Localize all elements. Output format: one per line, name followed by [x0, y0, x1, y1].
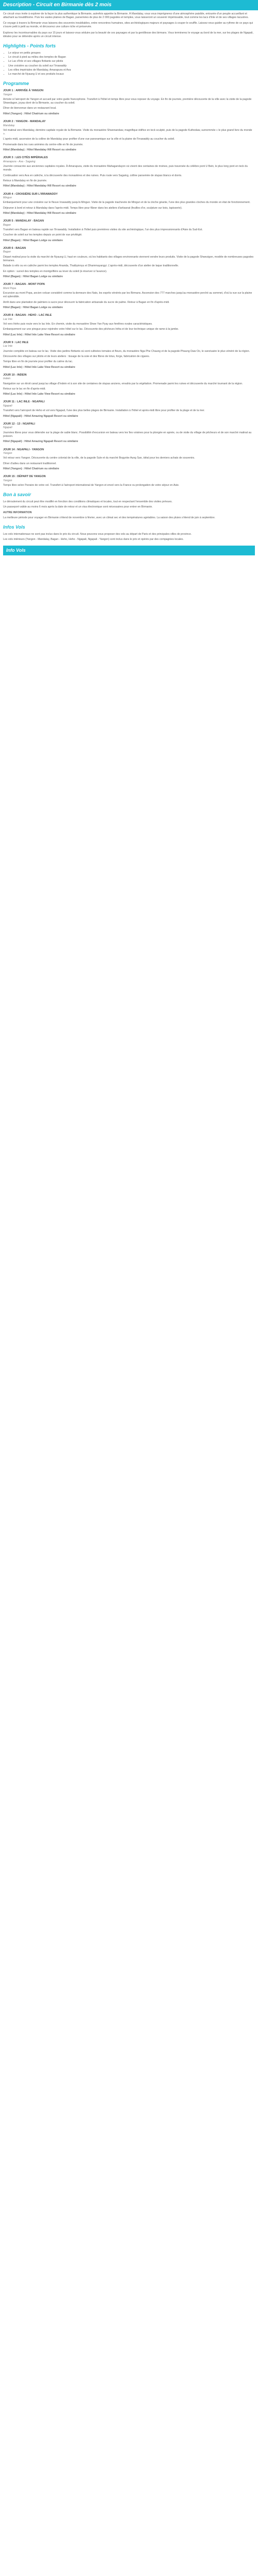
day-paragraph: Arrêt dans une plantation de palmiers à sucre pour découvrir la fabrication artisanale du sucre de palme. Retour à Bagan en fin d'après-midi.: [3, 300, 170, 304]
highlights-heading: Highlights - Points forts: [3, 43, 56, 49]
intro: [3, 12, 255, 39]
day-title: JOUR 12 - 13 : NGAPALI: [3, 422, 35, 426]
footer-banner: [3, 546, 255, 555]
day-location: Amarapura - Ava - Sagaing: [3, 160, 36, 163]
day-title: JOUR 11 : LAC INLE - NGAPALI: [3, 400, 45, 404]
day-title: JOUR 7 : BAGAN - MONT POPA: [3, 283, 45, 286]
day-location: Yangon: [3, 93, 12, 96]
day-paragraph: Départ matinal pour la visite du marché de Nyaung U, haut en couleurs, où les habitants des villages environnants viennent vendre leurs produits. Visite de la pagode Shwezigon, modèle de nombreuses pagodes birmanes.: [3, 255, 254, 263]
programme-day: [3, 374, 255, 397]
bon-a-savoir-paragraph: Le déroulement du circuit peut être modifié en fonction des conditions climatiques et locales, tout en respectant l'ensemble des visites prévues.: [3, 500, 172, 503]
day-title: JOUR 14 : NGAPALI - YANGON: [3, 448, 44, 451]
day-paragraph: Balade à vélo ou en calèche parmi les temples Ananda, Thatbyinnyu et Dhammayangyi. L'après-midi, découverte d'un atelier de laque traditionnelle.: [3, 264, 179, 268]
day-paragraph: Retour à Mandalay en fin de journée.: [3, 179, 47, 182]
day-paragraph: Arrivée à l'aéroport de Yangon et accueil par votre guide francophone. Transfert à l'hôtel et temps libre pour vous reposer du voyage. En fin de journée, première découverte de la ville avec la visite de la pagode Shwedagon, joyau doré de la Birmanie, au coucher du soleil.: [3, 97, 252, 105]
intro-paragraph: Ce voyage à travers la Birmanie vous laissera des souvenirs inoubliables, entre rencontres humaines, sites archéologiques majeurs et paysages à couper le souffle. Laissez-vous guider au rythme de ce pays qui s'ouvre petit à petit au monde, et découvrez une culture riche et préservée.: [3, 22, 253, 29]
programme-day: [3, 193, 255, 216]
day-hotel: Hôtel (Yangon) : Hôtel Chatrium ou similaire: [3, 467, 59, 470]
day-paragraph: Vol vers Heho puis route vers le lac Inle. En chemin, visite du monastère Shwe Yan Pyay aux fenêtres ovales caractéristiques.: [3, 322, 153, 326]
programme-day: [3, 448, 255, 471]
programme-day: [3, 89, 255, 116]
day-location: Mingun: [3, 196, 12, 200]
day-paragraph: Transfert vers l'aéroport de Heho et vol vers Ngapali, l'une des plus belles plages de Birmanie. Installation à l'hôtel et après-midi libre pour profiter de la plage et de la mer.: [3, 409, 205, 413]
day-location: Lac Inle: [3, 345, 13, 348]
infos-vols-paragraph: Les vols intérieurs (Yangon - Mandalay, Bagan - Heho, Heho - Ngapali, Ngapali - Yangon) sont inclus dans le prix et opérés par des compagnies locales.: [3, 537, 184, 541]
day-paragraph: Transfert vers Bagan en bateau rapide sur l'Irrawaddy. Installation à l'hôtel puis premières visites du site archéologique, l'un des plus impressionnants d'Asie du Sud-Est.: [3, 228, 203, 232]
intro-paragraph: Explorez les incontournables du pays sur 15 jours et laissez-vous séduire par la beauté de ces paysages et par la gentillesse des birmans. Vous terminerez le voyage au bord de la mer, sur les plages de Ngapali, idéales pour se détendre après un circuit intense.: [3, 31, 254, 38]
highlight-item: • Le séjour en petits groupes: [8, 52, 255, 55]
day-title: JOUR 9 : LAC INLE: [3, 341, 29, 344]
day-hotel: Hôtel (Mandalay) : Hôtel Mandalay Hill Resort ou similaire: [3, 148, 76, 151]
day-paragraph: Temps libre en fin de journée pour profiter du calme du lac.: [3, 360, 73, 364]
infos-vols-block: [3, 533, 255, 542]
day-paragraph: Embarquement pour une croisière sur le fleuve Irrawaddy jusqu'à Mingun. Visite de la pagode inachevée de Mingun et de la cloche géante, l'une des plus grandes cloches du monde en état de fonctionnement.: [3, 201, 251, 205]
day-hotel: Hôtel (Bagan) : Hôtel Bagan Lodge ou similaire: [3, 239, 63, 242]
intro-paragraph: Ce circuit vous invite à explorer de la façon la plus authentique la Birmanie, autrefois appelée la Birmanie. À Mandalay, vous vous imprégnerez d'une atmosphère paisible, entourée d'un peuple accueillant et attachant au bouddhisme. Puis les vastes plaines de Bagan, parsemées de plus de 2 000 pagodes et temples, vous laisseront un souvenir impérissable, tout comme les lacs d'Inle et de ses villages lacustres.: [3, 12, 249, 19]
programme-day: [3, 475, 255, 487]
programme-heading: Programme: [3, 81, 29, 87]
day-location: Bagan: [3, 250, 11, 254]
day-location: Ngapali: [3, 404, 12, 408]
day-paragraph: Découverte des villages sur pilotis et de leurs ateliers : tissage de la soie et des fibres de lotus, forge, fabrication de cigares.: [3, 354, 150, 358]
day-paragraph: Embarquement sur une pirogue pour rejoindre votre hôtel sur le lac. Découverte des pêcheurs Intha et de leur technique unique de rame à la jambe.: [3, 328, 179, 331]
day-hotel: Hôtel (Bagan) : Hôtel Bagan Lodge ou similaire: [3, 306, 63, 309]
day-paragraph: Continuation vers Ava en calèche, à la découverte des monastères et des ruines. Puis route vers Sagaing, colline parsemée de stupas blancs et dorés.: [3, 174, 182, 177]
page-title: Description - Circuit en Birmanie dès 2 mois: [3, 2, 112, 8]
day-hotel: Hôtel (Mandalay) : Hôtel Mandalay Hill Resort ou similaire: [3, 184, 76, 188]
day-paragraph: Coucher de soleil sur les temples depuis un point de vue privilégié.: [3, 233, 83, 237]
day-title: JOUR 10 : INDEIN: [3, 373, 27, 377]
day-paragraph: Retour sur le lac en fin d'après-midi.: [3, 387, 46, 391]
day-paragraph: Journées libres pour vous détendre sur la plage de sable blanc. Possibilité d'excursion en bateau vers les îles voisines pour la plongée en apnée, ou de visite du village de pêcheurs et de son marché matinal au poisson.: [3, 431, 252, 438]
bon-a-savoir-paragraph: La meilleure période pour voyager en Birmanie s'étend de novembre à février, avec un climat sec et des températures agréables. La saison des pluies s'étend de juin à septembre.: [3, 516, 216, 519]
day-paragraph: L'après-midi, ascension de la colline de Mandalay pour profiter d'une vue panoramique sur la ville et la plaine de l'Irrawaddy au coucher du soleil.: [3, 138, 175, 141]
bon-a-savoir-subheading: AUTRE INFORMATION: [3, 511, 32, 514]
day-paragraph: Excursion au mont Popa, ancien volcan considéré comme la demeure des Nats, les esprits vénérés par les Birmans. Ascension des 777 marches jusqu'au monastère perché au sommet, d'où la vue sur la plaine est splendide.: [3, 292, 252, 299]
day-title: JOUR 5 : MANDALAY - BAGAN: [3, 219, 44, 223]
highlight-item: • Le marché de Nyaung U et ses produits locaux: [8, 73, 255, 76]
title-banner: [0, 0, 258, 10]
infos-vols-heading: Infos Vols: [3, 524, 25, 530]
programme-day: [3, 341, 255, 369]
day-location: Yangon: [3, 452, 12, 455]
day-title: JOUR 1 : ARRIVÉE À YANGON: [3, 89, 43, 93]
day-title: JOUR 3 : LES CITÉS IMPÉRIALES: [3, 156, 48, 160]
content: [0, 10, 258, 555]
bon-a-savoir-heading: Bon à savoir: [3, 492, 31, 498]
programme-days: [3, 89, 255, 487]
infos-vols-paragraph: Les vols internationaux ne sont pas inclus dans le prix du circuit. Nous pouvons vous proposer des vols au départ de Paris et des principales villes de province.: [3, 532, 192, 536]
day-title: JOUR 2 : YANGON - MANDALAY: [3, 120, 46, 124]
day-paragraph: En option : survol des temples en montgolfière au lever du soleil (à réserver à l'avance).: [3, 269, 107, 273]
day-hotel: Hôtel (Mandalay) : Hôtel Mandalay Hill Resort ou similaire: [3, 211, 76, 215]
highlight-item: • Les villes impériales de Mandalay, Amarapura et Ava: [8, 69, 255, 72]
day-title: JOUR 8 : BAGAN - HEHO - LAC INLE: [3, 314, 52, 317]
day-location: Ngapali: [3, 426, 12, 430]
day-paragraph: Promenade dans les rues animées du centre-ville en fin de journée.: [3, 143, 84, 146]
day-paragraph: Déjeuner à bord et retour à Mandalay dans l'après-midi. Temps libre pour flâner dans les ateliers d'artisanat (feuilles d'or, sculpture sur bois, tapisserie).: [3, 206, 183, 210]
day-paragraph: Vol retour vers Yangon. Découverte du centre colonial de la ville, de la pagode Sule et du marché Bogyoke Aung San, idéal pour les derniers achats de souvenirs.: [3, 456, 195, 460]
day-location: Bagan: [3, 223, 11, 227]
day-hotel: Hôtel (Bagan) : Hôtel Bagan Lodge ou similaire: [3, 275, 63, 278]
day-location: Mandalay: [3, 124, 15, 127]
day-location: Indein: [3, 377, 11, 381]
day-paragraph: Vol matinal vers Mandalay, dernière capitale royale de la Birmanie. Visite du monastère Shwenandaw, magnifique édifice en teck sculpté, puis de la pagode Kuthodaw, surnommée « le plus grand livre du monde ».: [3, 128, 252, 136]
highlight-item: • Le circuit à pied au milieu des temples de Bagan: [8, 56, 255, 59]
programme-day: [3, 422, 255, 444]
highlights-list: [8, 52, 255, 77]
day-paragraph: Temps libre selon l'horaire de votre vol. Transfert à l'aéroport international de Yangon et envol vers la France ou prolongation de votre séjour en Asie.: [3, 484, 180, 487]
day-paragraph: Dîner d'adieu dans un restaurant traditionnel.: [3, 462, 57, 465]
day-hotel: Hôtel (Lac Inle) : Hôtel Inle Lake View Resort ou similaire: [3, 365, 75, 369]
programme-day: [3, 283, 255, 310]
day-title: JOUR 15 : DÉPART DE YANGON: [3, 475, 46, 479]
footer-title: Info Vols: [6, 548, 26, 553]
day-location: Mont Popa: [3, 286, 17, 290]
day-hotel: Hôtel (Ngapali) : Hôtel Amazing Ngapali Resort ou similaire: [3, 414, 78, 418]
day-hotel: Hôtel (Ngapali) : Hôtel Amazing Ngapali Resort ou similaire: [3, 440, 78, 444]
bon-a-savoir-block: [3, 500, 255, 520]
day-title: JOUR 6 : BAGAN: [3, 246, 26, 250]
programme-day: [3, 400, 255, 418]
day-title: JOUR 4 : CROISIÈRE SUR L'IRRAWADDY: [3, 192, 58, 196]
day-paragraph: Journée consacrée aux anciennes capitales royales. À Amarapura, visite du monastère Mahagandayon où vivent des centaines de moines, puis traversée du célèbre pont U Bein, le plus long pont en teck du monde.: [3, 165, 248, 172]
bon-a-savoir-paragraph: Un passeport valide au moins 6 mois après la date de retour et un visa électronique sont nécessaires pour entrer en Birmanie.: [3, 505, 153, 509]
programme-day: [3, 314, 255, 337]
highlight-item: • Le Lac d'Inle et ses villages flottants sur pilotis: [8, 60, 255, 63]
day-hotel: Hôtel (Yangon) : Hôtel Chatrium ou similaire: [3, 112, 59, 115]
programme-day: [3, 219, 255, 243]
day-location: Yangon: [3, 479, 12, 482]
day-location: Lac Inle: [3, 317, 13, 321]
day-paragraph: Journée complète en bateau sur le lac. Visite des jardins flottants où sont cultivées tomates et fleurs, du monastère Nga Phe Chaung et de la pagode Phaung Daw Oo, le sanctuaire le plus vénéré de la région.: [3, 349, 250, 353]
day-paragraph: Navigation sur un étroit canal jusqu'au village d'Indein et à son site de centaines de stupas anciens, envahis par la végétation. Promenade parmi les ruines et découverte du marché tournant de la région.: [3, 382, 243, 385]
day-hotel: Hôtel (Lac Inle) : Hôtel Inle Lake View Resort ou similaire: [3, 393, 75, 396]
programme-day: [3, 247, 255, 279]
programme-day: [3, 156, 255, 188]
programme-day: [3, 120, 255, 152]
highlight-item: • Une croisière au coucher du soleil sur l'Irrawaddy: [8, 64, 255, 68]
day-paragraph: Dîner de bienvenue dans un restaurant local.: [3, 107, 57, 110]
day-hotel: Hôtel (Lac Inle) : Hôtel Inle Lake View Resort ou similaire: [3, 333, 75, 336]
